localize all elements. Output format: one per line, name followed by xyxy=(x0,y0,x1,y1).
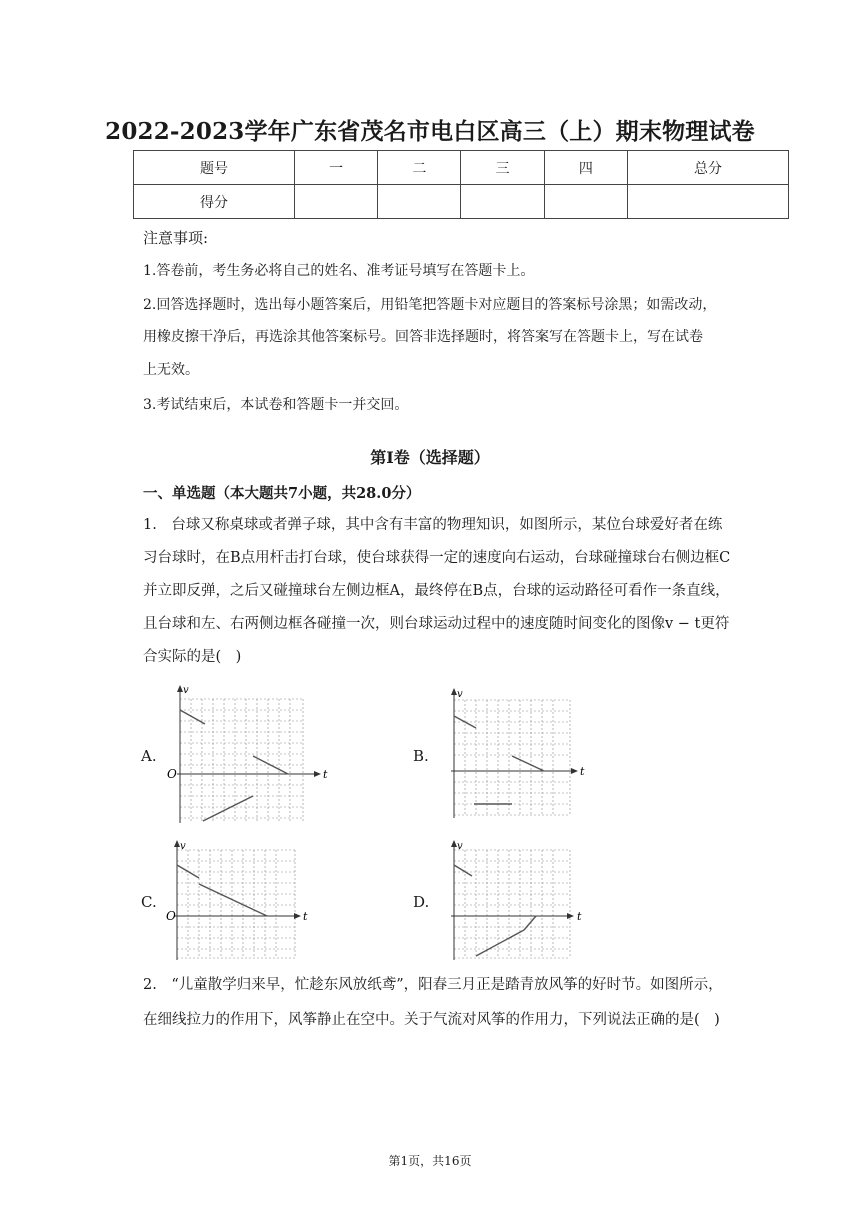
score-cell xyxy=(627,185,788,219)
option-b-graph xyxy=(440,686,590,820)
origin-label: O xyxy=(167,767,177,781)
notice-heading: 注意事项: xyxy=(143,229,209,247)
question-2-line: 在细线拉力的作用下，风筝静止在空中。关于气流对风筝的作用力，下列说法正确的是( ) xyxy=(143,1012,720,1028)
score-header-cell: 四 xyxy=(544,151,627,185)
score-header-cell: 三 xyxy=(461,151,544,185)
exam-title: 2022-2023学年广东省茂名市电白区高三（上）期末物理试卷 xyxy=(105,118,755,145)
axis-v-label: v xyxy=(457,689,463,700)
section-heading: 第Ⅰ卷（选择题） xyxy=(370,448,490,467)
option-a-graph xyxy=(163,683,343,825)
option-c-graph xyxy=(163,838,313,962)
option-a-label: A. xyxy=(141,747,157,765)
axis-t-label: t xyxy=(577,910,582,923)
origin-label: O xyxy=(166,909,176,923)
notice-item: 3.考试结束后，本试卷和答题卡一并交回。 xyxy=(143,397,409,413)
question-1-line: 习台球时，在B点用杆击打台球，使台球获得一定的速度向右运动，台球碰撞球台右侧边框C xyxy=(143,550,731,566)
question-2-line: 2. “儿童散学归来早，忙趁东风放纸鸢”，阳春三月正是踏青放风筝的好时节。如图所示， xyxy=(143,977,723,993)
option-c-label: C. xyxy=(141,893,157,911)
axis-v-label: v xyxy=(183,685,189,696)
question-1-line: 1. 台球又称桌球或者弹子球，其中含有丰富的物理知识，如图所示，某位台球爱好者在练 xyxy=(143,517,723,533)
axis-v-label: v xyxy=(457,841,463,852)
question-1-line: 并立即反弹，之后又碰撞球台左侧边框A，最终停在B点，台球的运动路径可看作一条直线， xyxy=(143,583,730,599)
axis-t-label: t xyxy=(303,910,308,923)
score-table xyxy=(133,150,789,219)
score-header-cell: 一 xyxy=(294,151,377,185)
score-cell xyxy=(461,185,544,219)
score-cell xyxy=(294,185,377,219)
notice-item: 2.回答选择题时，选出每小题答案后，用铅笔把答题卡对应题目的答案标号涂黑；如需改动， xyxy=(143,297,717,313)
score-table-score-row xyxy=(134,185,789,219)
question-1-line: 且台球和左、右两侧边框各碰撞一次，则台球运动过程中的速度随时间变化的图像v − t更符 xyxy=(143,616,730,632)
option-d-label: D. xyxy=(413,893,430,911)
score-cell xyxy=(378,185,461,219)
score-header-cell: 总分 xyxy=(627,151,788,185)
score-header-cell: 二 xyxy=(378,151,461,185)
option-d-graph xyxy=(440,838,590,962)
score-header-cell: 题号 xyxy=(134,151,295,185)
option-b-label: B. xyxy=(413,747,429,765)
axis-v-label: v xyxy=(180,841,186,852)
page-footer: 第1页，共16页 xyxy=(388,1154,472,1168)
score-row-label: 得分 xyxy=(134,185,295,219)
notice-item: 1.答卷前，考生务必将自己的姓名、准考证号填写在答题卡上。 xyxy=(143,263,535,279)
axis-t-label: t xyxy=(580,765,585,778)
notice-item: 上无效。 xyxy=(143,362,199,378)
score-table-header-row xyxy=(134,151,789,185)
notice-item: 用橡皮擦干净后，再选涂其他答案标号。回答非选择题时，将答案写在答题卡上，写在试卷 xyxy=(143,329,703,345)
part-heading: 一、单选题（本大题共7小题，共28.0分） xyxy=(143,485,421,502)
question-1-line: 合实际的是( ) xyxy=(143,649,242,665)
axis-t-label: t xyxy=(323,768,328,781)
score-cell xyxy=(544,185,627,219)
